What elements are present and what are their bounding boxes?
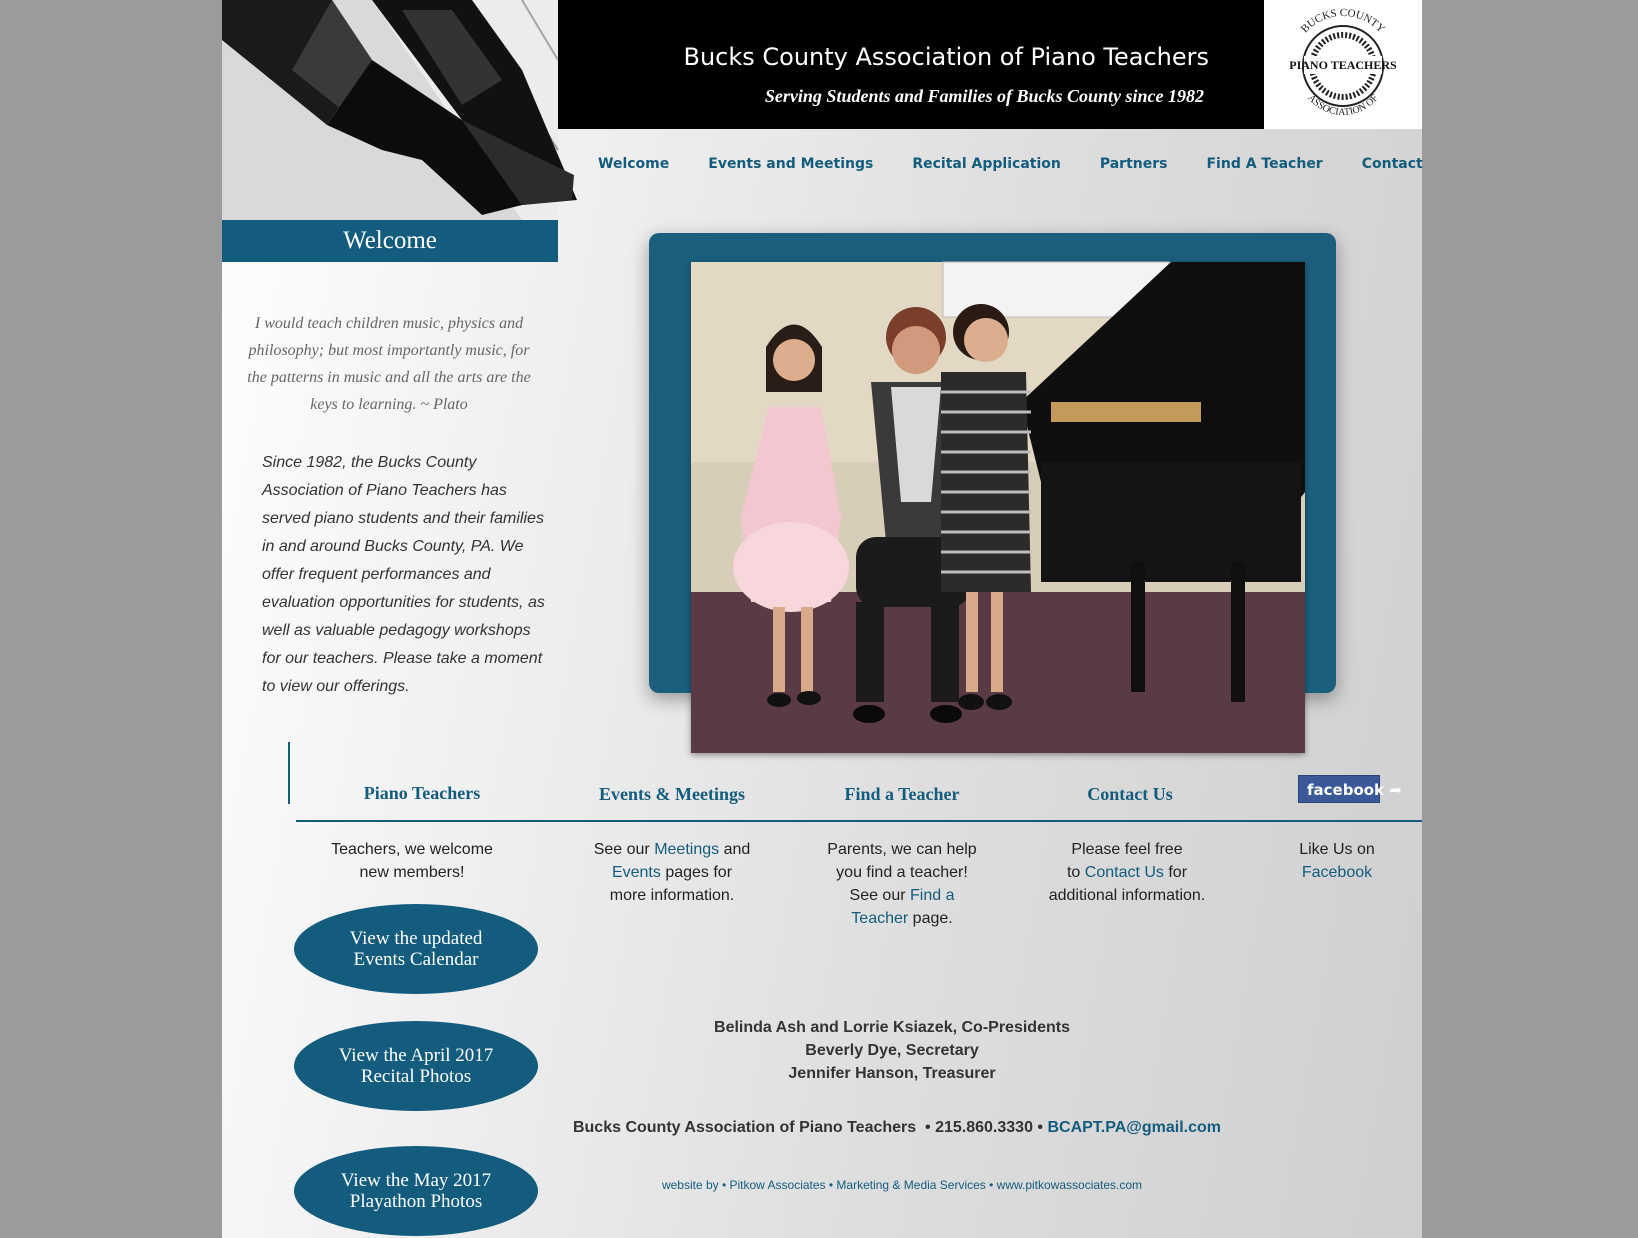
teachers-text: Teachers, we welcome new members! — [331, 841, 493, 881]
piano-keys-image — [222, 0, 558, 220]
officer-line: Beverly Dye, Secretary — [805, 1042, 979, 1059]
svg-text:ASSOCIATION OF: ASSOCIATION OF — [1305, 92, 1381, 119]
vertical-divider — [288, 742, 290, 804]
events-link[interactable]: Events — [611, 864, 661, 881]
contact-text: Please feel free to Contact Us for additional information. — [1048, 841, 1206, 904]
website-credit[interactable]: website by • Pitkow Associates • Marketing & Media Services • www.pitkowassociates.com — [661, 1178, 1143, 1192]
heading-piano-teachers: Piano Teachers — [363, 783, 481, 803]
find-a-teacher-link-2[interactable]: Teacher — [851, 910, 909, 927]
featured-photo — [691, 262, 1305, 753]
nav-events-and-meetings[interactable]: Events and Meetings — [708, 156, 874, 172]
officer-line: Jennifer Hanson, Treasurer — [788, 1065, 996, 1082]
heading-find-a-teacher: Find a Teacher — [844, 784, 960, 804]
find-teacher-text: Parents, we can help you find a teacher! See our Find a Teacher page. — [827, 841, 977, 927]
officer-line: Belinda Ash and Lorrie Ksiazek, Co-Presidents — [714, 1019, 1070, 1036]
site-title: Bucks County Association of Piano Teachers — [683, 43, 1209, 71]
site-tagline: Serving Students and Families of Bucks County since 1982 — [764, 86, 1204, 106]
section-title: Welcome — [222, 220, 558, 262]
association-logo — [1264, 0, 1422, 129]
email-link[interactable]: BCAPT.PA@gmail.com — [1047, 1119, 1222, 1136]
logo-center-text: PIANO TEACHERS — [1289, 58, 1397, 72]
recital-photos-button[interactable]: View the April 2017 Recital Photos — [294, 1021, 538, 1111]
page — [222, 0, 1422, 1238]
facebook-text: Like Us on Facebook — [1299, 841, 1375, 881]
nav-find-a-teacher[interactable]: Find A Teacher — [1206, 156, 1323, 172]
heading-events-meetings: Events & Meetings — [599, 784, 745, 804]
contact-us-link[interactable]: Contact Us — [1084, 864, 1164, 881]
intro-text: Since 1982, the Bucks County Association of Piano Teachers has served piano students and their families in and around Bucks County, PA. We offer frequent performances and evaluation opportunities for students, as well as valuable pedagogy workshops for our teachers. Please take a moment to view our offerings. — [262, 454, 545, 695]
officers-list — [672, 1016, 1112, 1085]
horizontal-divider — [296, 820, 1422, 822]
main-nav — [598, 156, 1423, 176]
nav-contact[interactable]: Contact — [1361, 156, 1423, 172]
meetings-link[interactable]: Meetings — [654, 841, 720, 858]
facebook-link[interactable]: Facebook — [1301, 864, 1373, 881]
playathon-photos-button[interactable]: View the May 2017 Playathon Photos — [294, 1146, 538, 1236]
svg-text:BUCKS COUNTY: BUCKS COUNTY — [1298, 6, 1388, 36]
events-calendar-button[interactable]: View the updated Events Calendar — [294, 904, 538, 994]
nav-welcome[interactable]: Welcome — [598, 156, 670, 172]
facebook-badge[interactable]: facebook ➦ — [1298, 775, 1380, 803]
heading-contact-us: Contact Us — [1087, 784, 1173, 804]
events-text: See our Meetings and Events pages for more information. — [593, 841, 751, 904]
nav-recital-application[interactable]: Recital Application — [912, 156, 1061, 172]
find-a-teacher-link[interactable]: Find a — [910, 887, 955, 904]
nav-partners[interactable]: Partners — [1099, 156, 1168, 172]
site-header — [558, 0, 1264, 129]
plato-quote: I would teach children music, physics and philosophy; but most importantly music, for the patterns in music and all the arts are the keys to learning. ~ Plato — [247, 315, 531, 413]
contact-line: Bucks County Association of Piano Teachers • 215.860.3330 • BCAPT.PA@gmail.com — [572, 1119, 1222, 1136]
